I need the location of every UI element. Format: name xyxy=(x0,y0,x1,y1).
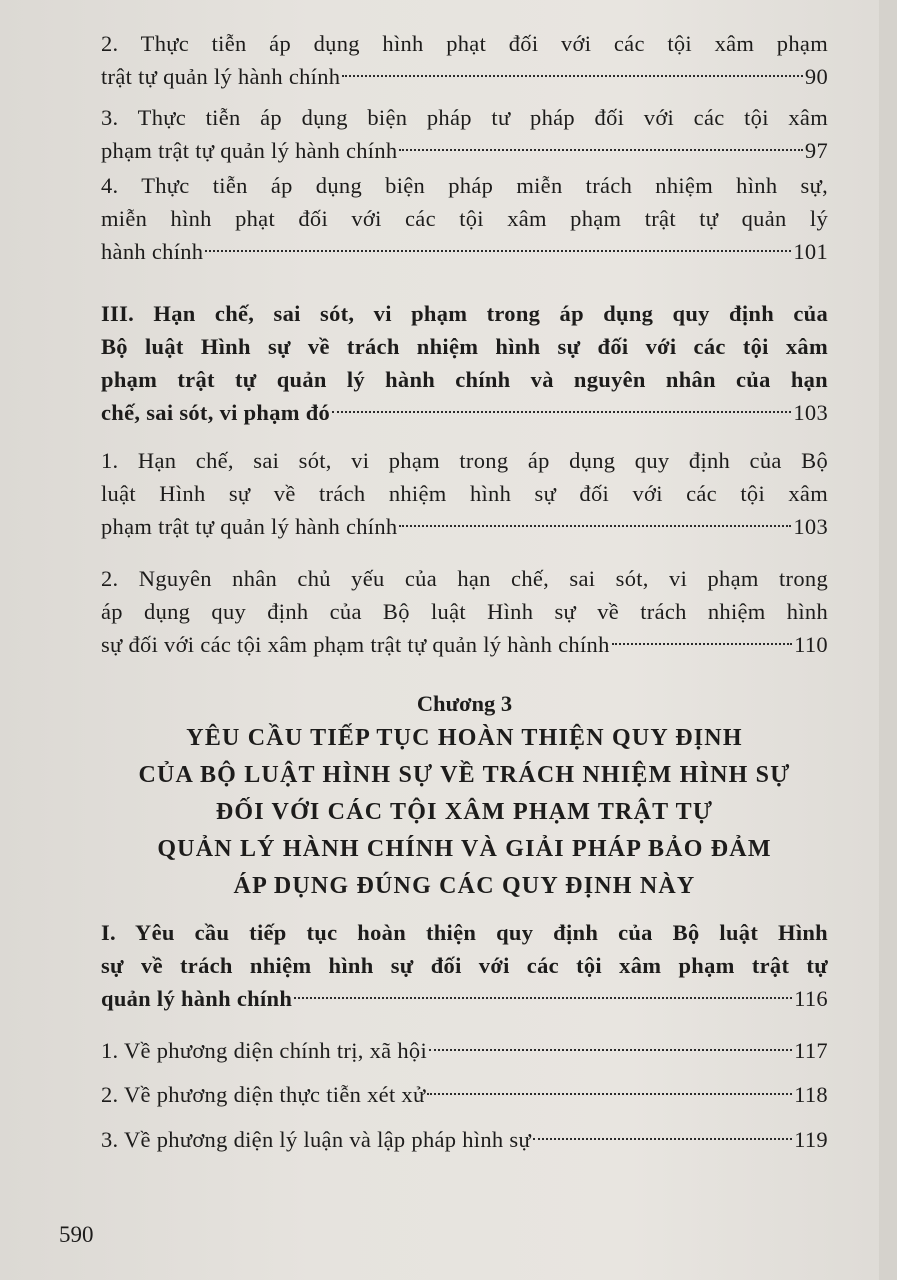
toc-entry-last-line xyxy=(101,60,828,93)
toc-entry-line: miễn hình phạt đối với các tội xâm phạm trật tự quản lý xyxy=(101,206,828,231)
toc-entry xyxy=(101,101,828,167)
toc-section-entry xyxy=(101,916,828,1015)
toc-entry-text: phạm trật tự quản lý hành chính xyxy=(101,138,398,163)
toc-entry-last-line xyxy=(101,396,828,429)
toc-entry-last-line xyxy=(101,982,828,1015)
toc-entry-last-line xyxy=(101,1123,828,1156)
page-ref: 110 xyxy=(794,632,828,657)
toc-entry xyxy=(101,562,828,661)
toc-entry-line: 2. Thực tiễn áp dụng hình phạt đối với các tội xâm phạm xyxy=(101,31,828,56)
dot-leader xyxy=(205,249,791,252)
toc-entry-last-line xyxy=(101,134,828,167)
toc-entry xyxy=(101,1078,828,1111)
chapter-label: Chương 3 xyxy=(416,691,513,716)
page-ref: 101 xyxy=(793,239,828,264)
page-ref: 118 xyxy=(794,1082,828,1107)
toc-entry xyxy=(101,169,828,268)
chapter-title-line: ÁP DỤNG ĐÚNG CÁC QUY ĐỊNH NÀY xyxy=(233,873,696,899)
toc-entry-last-line xyxy=(101,235,828,268)
dot-leader xyxy=(332,410,791,413)
page-ref: 103 xyxy=(793,514,828,539)
chapter-title xyxy=(101,720,828,905)
toc-entry-text: hành chính xyxy=(101,239,204,264)
dot-leader xyxy=(533,1137,792,1140)
dot-leader xyxy=(399,148,802,151)
toc-entry xyxy=(101,27,828,93)
toc-entry-line: III. Hạn chế, sai sót, vi phạm trong áp dụng quy định của xyxy=(101,301,828,326)
page-ref: 103 xyxy=(793,400,828,425)
toc-entry-text: 1. Về phương diện chính trị, xã hội xyxy=(101,1038,428,1063)
chapter-title-line: ĐỐI VỚI CÁC TỘI XÂM PHẠM TRẬT TỰ xyxy=(215,799,714,825)
toc-entry-text: 2. Về phương diện thực tiễn xét xử xyxy=(101,1082,426,1107)
dot-leader xyxy=(612,642,793,645)
toc-entry-line: I. Yêu cầu tiếp tục hoàn thiện quy định của Bộ luật Hình xyxy=(101,920,828,945)
toc-entry-text: sự đối với các tội xâm phạm trật tự quản lý hành chính xyxy=(101,632,610,657)
page-ref: 97 xyxy=(804,138,828,163)
page-ref: 119 xyxy=(794,1127,828,1152)
dot-leader xyxy=(294,996,792,999)
toc-entry-text: trật tự quản lý hành chính xyxy=(101,64,341,89)
toc-entry-line: 4. Thực tiễn áp dụng biện pháp miễn trách nhiệm hình sự, xyxy=(101,173,828,198)
toc-entry-last-line xyxy=(101,1034,828,1067)
dot-leader xyxy=(427,1092,792,1095)
toc-entry-line: 3. Thực tiễn áp dụng biện pháp tư pháp đối với các tội xâm xyxy=(101,105,828,130)
toc-entry-text: phạm trật tự quản lý hành chính xyxy=(101,514,398,539)
dot-leader xyxy=(399,524,791,527)
page-number: 590 xyxy=(59,1222,94,1247)
page-ref: 117 xyxy=(794,1038,828,1063)
toc-entry-last-line xyxy=(101,1078,828,1111)
chapter-title-line: CỦA BỘ LUẬT HÌNH SỰ VỀ TRÁCH NHIỆM HÌNH SỰ xyxy=(138,762,791,788)
toc-section-entry xyxy=(101,297,828,429)
toc-entry xyxy=(101,444,828,543)
page-edge xyxy=(879,0,897,1280)
toc-entry-line: luật Hình sự về trách nhiệm hình sự đối với các tội xâm xyxy=(101,481,828,506)
toc-entry-line: sự về trách nhiệm hình sự đối với các tội xâm phạm trật tự xyxy=(101,953,828,978)
toc-entry xyxy=(101,1034,828,1067)
toc-entry-text: chế, sai sót, vi phạm đó xyxy=(101,400,331,425)
toc-entry xyxy=(101,1123,828,1156)
chapter-heading xyxy=(101,687,828,905)
page-ref: 116 xyxy=(794,986,828,1011)
chapter-title-line: QUẢN LÝ HÀNH CHÍNH VÀ GIẢI PHÁP BẢO ĐẢM xyxy=(157,836,772,862)
toc-entry-line: 2. Nguyên nhân chủ yếu của hạn chế, sai sót, vi phạm trong xyxy=(101,566,828,591)
toc-entry-last-line xyxy=(101,628,828,661)
toc-entry-line: phạm trật tự quản lý hành chính và nguyên nhân của hạn xyxy=(101,367,828,392)
toc-entry-line: 1. Hạn chế, sai sót, vi phạm trong áp dụng quy định của Bộ xyxy=(101,448,828,473)
dot-leader xyxy=(429,1048,792,1051)
toc-entry-line: Bộ luật Hình sự về trách nhiệm hình sự đối với các tội xâm xyxy=(101,334,828,359)
toc-entry-text: 3. Về phương diện lý luận và lập pháp hình sự xyxy=(101,1127,531,1152)
chapter-title-line: YÊU CẦU TIẾP TỤC HOÀN THIỆN QUY ĐỊNH xyxy=(186,725,743,751)
toc-entry-line: áp dụng quy định của Bộ luật Hình sự về trách nhiệm hình xyxy=(101,599,828,624)
toc-entry-text: quản lý hành chính xyxy=(101,986,293,1011)
dot-leader xyxy=(342,74,803,77)
toc-entry-last-line xyxy=(101,510,828,543)
page-ref: 90 xyxy=(804,64,828,89)
